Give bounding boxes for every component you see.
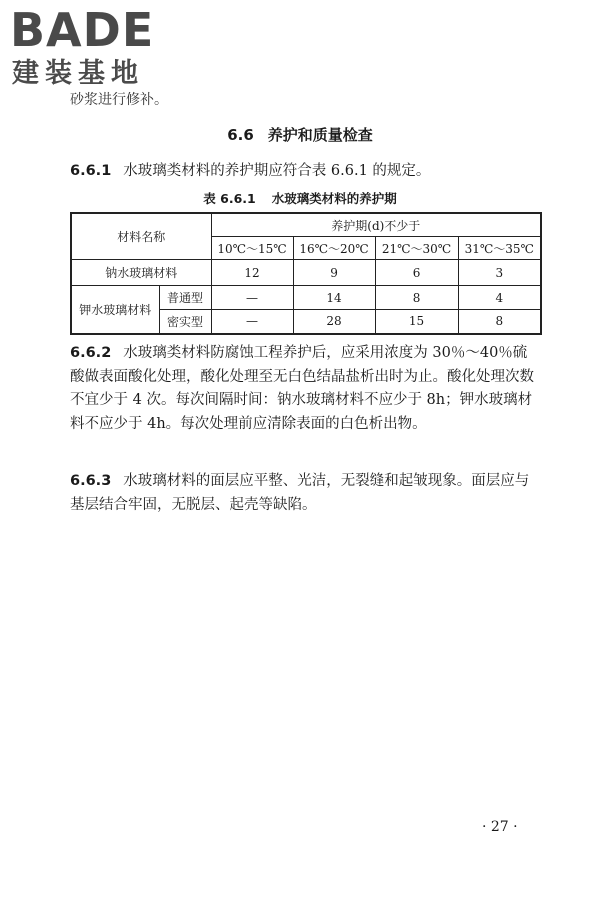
section-title: 养护和质量检查 <box>267 126 373 144</box>
curing-period-table <box>70 212 542 335</box>
table-cell: 9 <box>293 260 375 286</box>
table-cell: 12 <box>211 260 293 286</box>
header-temp: 16℃～20℃ <box>293 237 375 260</box>
header-temp: 10℃～15℃ <box>211 237 293 260</box>
logo-subtitle: 建装基地 <box>12 58 144 89</box>
header-material-name: 材料名称 <box>71 213 211 260</box>
table-cell: 6 <box>375 260 458 286</box>
clause-6-6-1 <box>70 160 540 184</box>
page-number: · 27 · <box>482 819 518 835</box>
table-caption <box>0 189 600 207</box>
clause-number: 6.6.3 <box>70 473 112 489</box>
section-heading <box>0 124 600 145</box>
table-cell: 15 <box>375 310 458 334</box>
clause-number: 6.6.1 <box>70 163 112 179</box>
clause-6-6-2 <box>70 342 540 436</box>
table-cell: — <box>211 286 293 310</box>
header-temp: 21℃～30℃ <box>375 237 458 260</box>
table-cell: 3 <box>458 260 541 286</box>
table-cell: 14 <box>293 286 375 310</box>
clause-6-6-3 <box>70 470 540 517</box>
previous-paragraph-tail: 砂浆进行修补。 <box>70 92 168 108</box>
table-cell: 28 <box>293 310 375 334</box>
row-label-potassium: 钾水玻璃材料 <box>71 286 159 334</box>
row-sublabel-normal: 普通型 <box>159 286 211 310</box>
table-caption-title: 水玻璃类材料的养护期 <box>271 191 397 206</box>
logo-word: BADE <box>10 3 155 57</box>
table-cell: 8 <box>458 310 541 334</box>
table-cell: — <box>211 310 293 334</box>
table-cell: 8 <box>375 286 458 310</box>
section-number: 6.6 <box>227 126 254 144</box>
clause-text: 水玻璃类材料的养护期应符合表 6.6.1 的规定。 <box>123 163 431 179</box>
clause-number: 6.6.2 <box>70 345 112 361</box>
header-temp: 31℃～35℃ <box>458 237 541 260</box>
row-label-sodium: 钠水玻璃材料 <box>71 260 211 286</box>
row-sublabel-dense: 密实型 <box>159 310 211 334</box>
header-curing-period: 养护期(d)不少于 <box>211 213 541 237</box>
bade-logo <box>10 3 180 92</box>
clause-text: 水玻璃材料的面层应平整、光洁，无裂缝和起皱现象。面层应与基层结合牢固，无脱层、起壳等缺陷。 <box>70 473 530 513</box>
table-cell: 4 <box>458 286 541 310</box>
table-caption-number: 表 6.6.1 <box>203 191 256 206</box>
clause-text: 水玻璃类材料防腐蚀工程养护后，应采用浓度为 30％～40％硫酸做表面酸化处理，酸化处理至无白色结晶盐析出时为止。酸化处理次数不宜少于 4 次。每次间隔时间：钠水玻璃材料不应少于 8h；钾水玻璃材料不应少于 4h。每次处理前应清除表面的白色析出物。 <box>70 345 534 432</box>
